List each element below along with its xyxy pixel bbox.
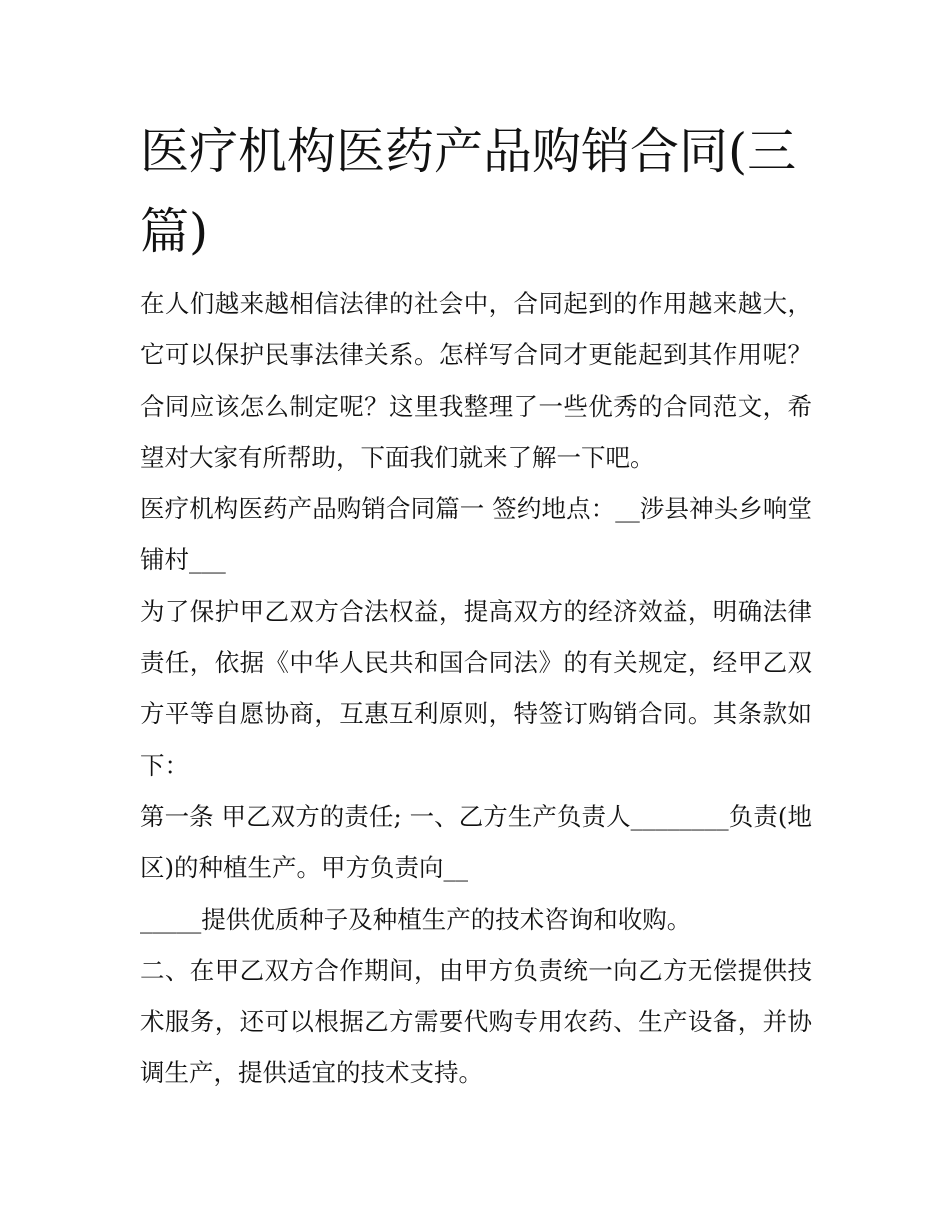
contract-signing-location: 医疗机构医药产品购销合同篇一 签约地点：__涉县神头乡响堂铺村___ [140, 494, 812, 575]
article-one-continuation: _____提供优质种子及种植生产的技术咨询和收购。 [140, 904, 692, 934]
document-title: 医疗机构医药产品购销合同(三篇) [140, 123, 797, 260]
contract-preamble: 为了保护甲乙双方合法权益，提高双方的经济效益，明确法律责任，依据《中华人民共和国合同法》的有关规定，经甲乙双方平等自愿协商，互惠互利原则，特签订购销合同。其条款如下： [140, 596, 812, 780]
article-two-clause: 二、在甲乙双方合作期间，由甲方负责统一向乙方无偿提供技术服务，还可以根据乙方需要代购专用农药、生产设备，并协调生产，提供适宜的技术支持。 [140, 955, 812, 1088]
article-one-clause: 第一条 甲乙双方的责任; 一、乙方生产负责人________负责(地区)的种植生产。甲方负责向__ [140, 801, 812, 883]
document-body [140, 278, 812, 1099]
intro-paragraph: 在人们越来越相信法律的社会中，合同起到的作用越来越大，它可以保护民事法律关系。怎样写合同才更能起到其作用呢？合同应该怎么制定呢？这里我整理了一些优秀的合同范文，希望对大家有所帮助，下面我们就来了解一下吧。 [140, 289, 812, 472]
